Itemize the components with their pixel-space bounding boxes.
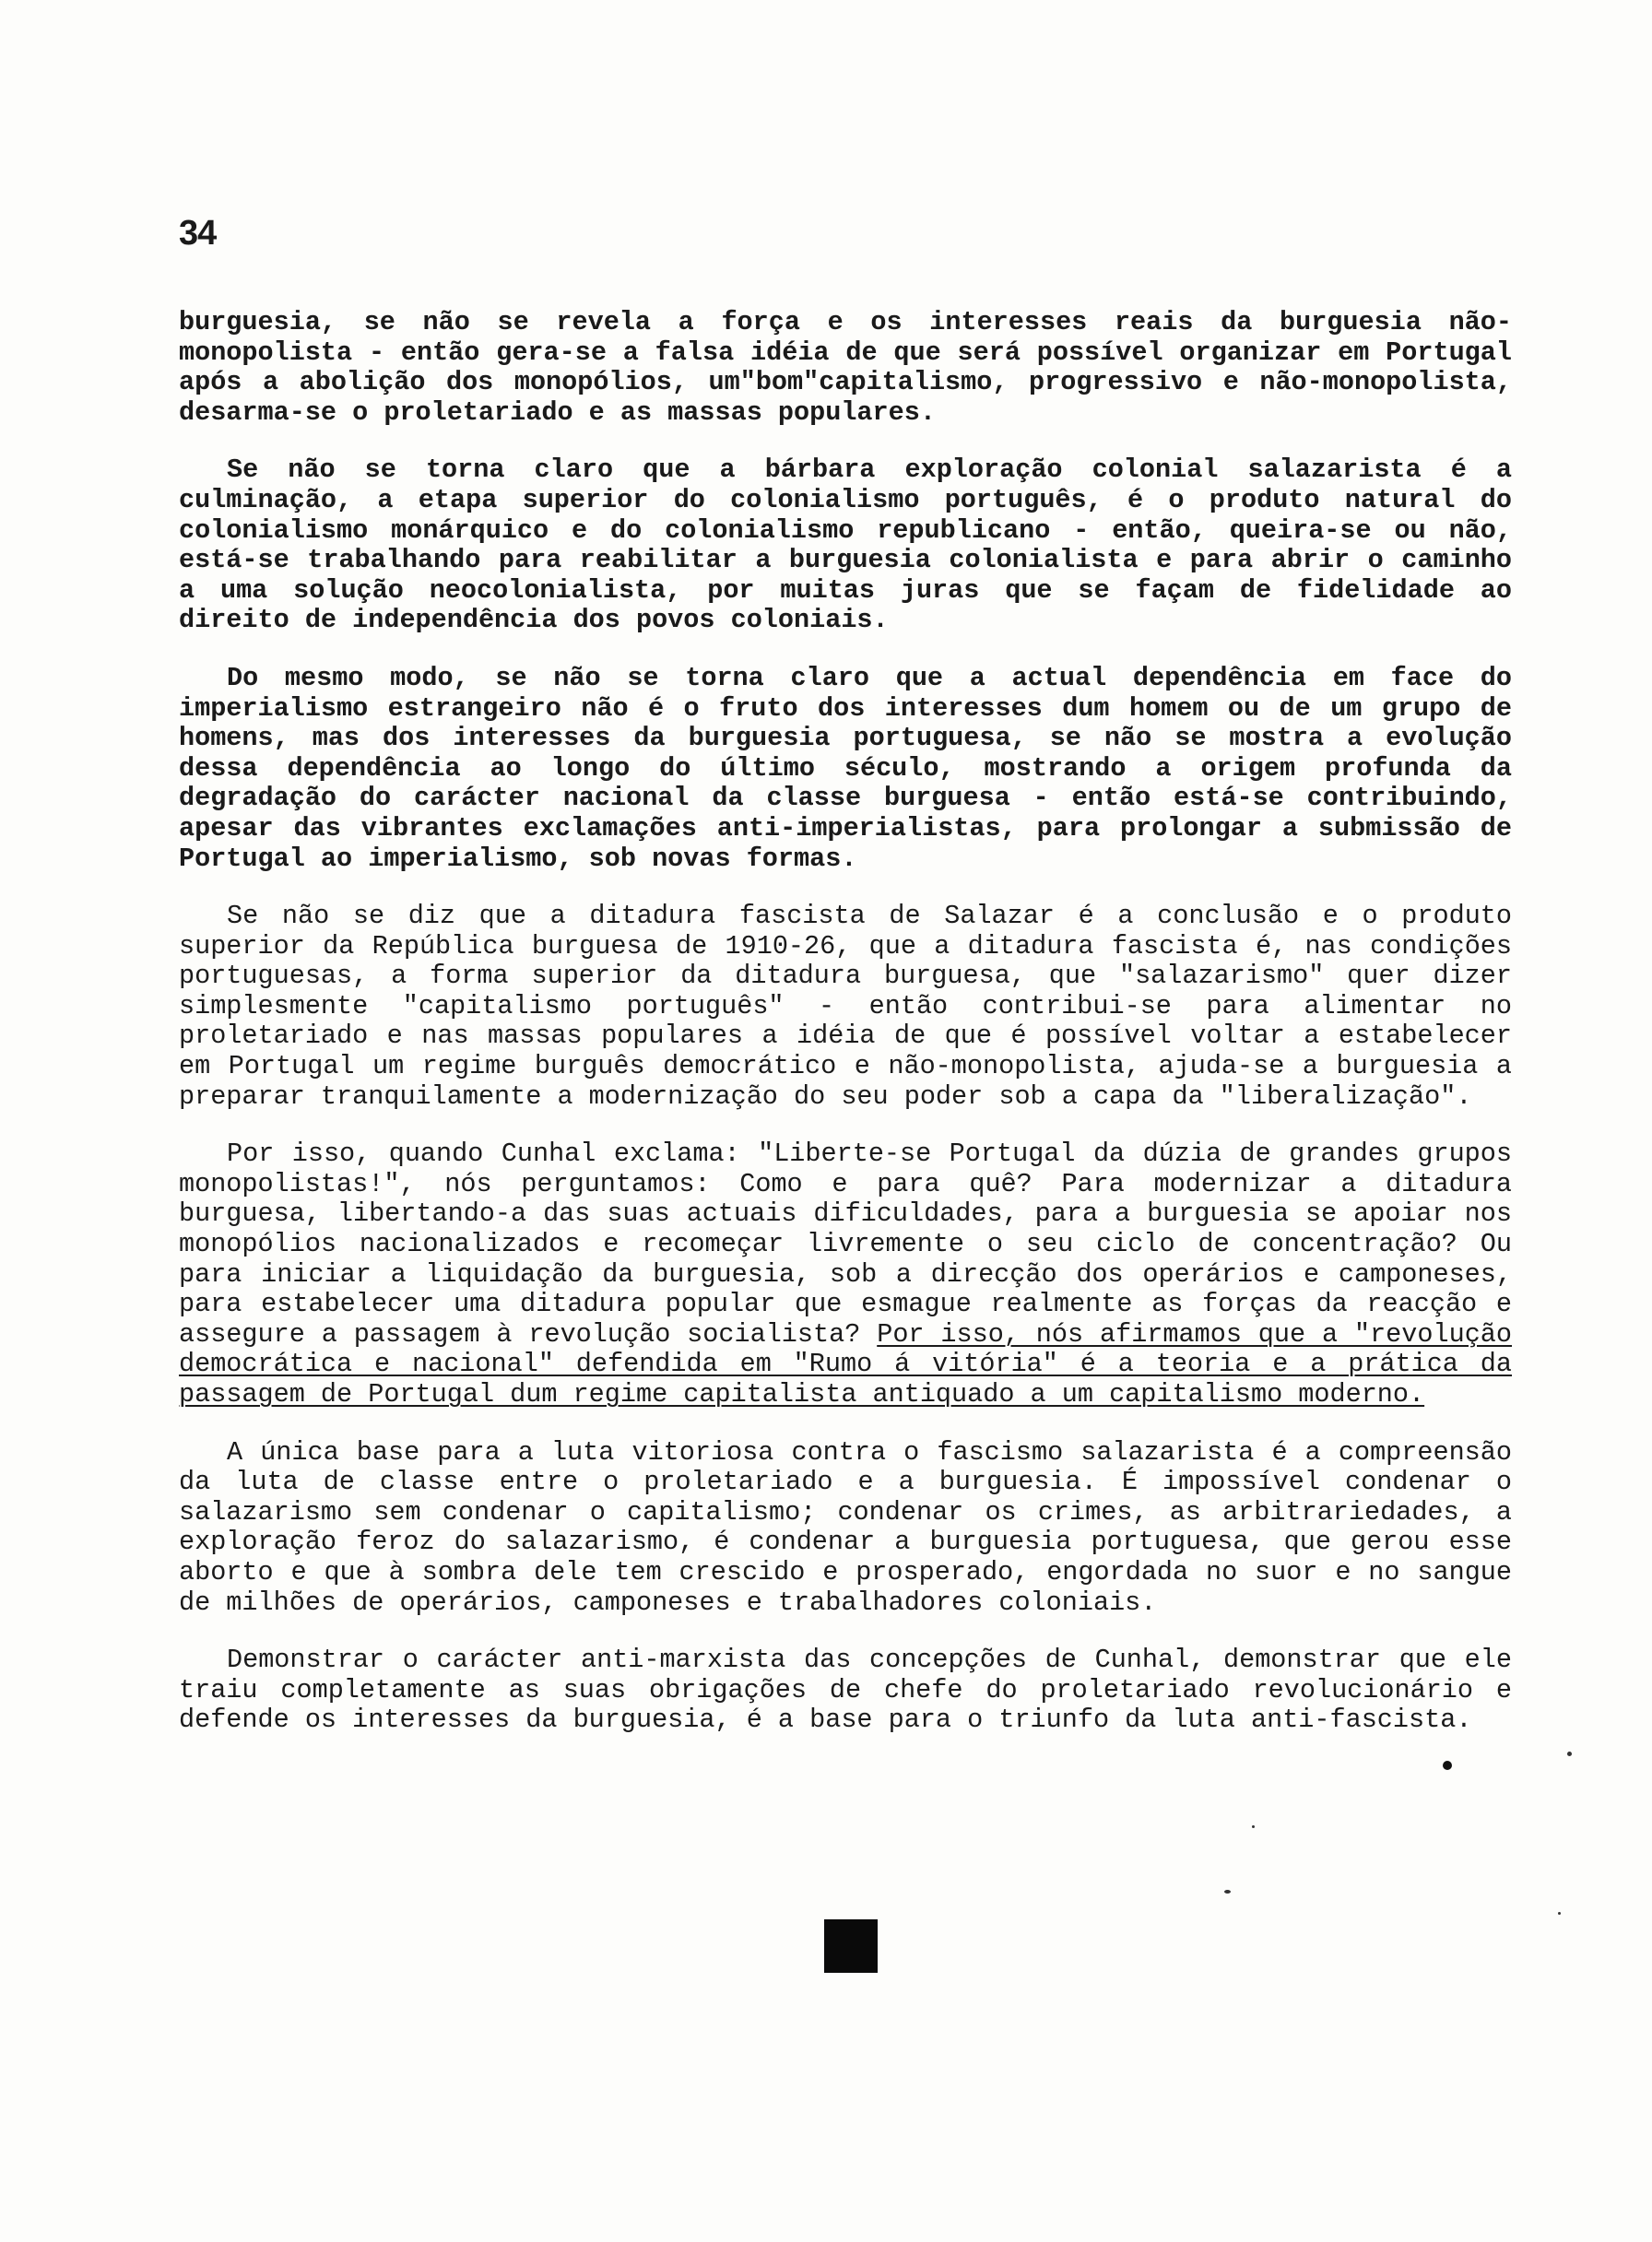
page-number: 34 — [179, 214, 217, 253]
scan-speck — [1224, 1890, 1231, 1894]
scan-speck — [1252, 1825, 1255, 1828]
black-square-mark — [824, 1919, 878, 1973]
paragraph-2: Se não se torna claro que a bárbara exploração colonial salazarista é a culminação, a etapa superior do colonialismo português, é o produto natural do colonialismo monárquico e do colonialismo republicano - então, queira-se ou não, está-se trabalhando para reabilitar a burguesia colonialista e para abrir o caminho a uma solução neocolonialista, por muitas juras que se façam de fidelidade ao direito de independência dos povos coloniais. — [179, 454, 1512, 636]
paragraph-5 — [179, 1139, 1512, 1410]
paragraph-1: burguesia, se não se revela a força e os interesses reais da burguesia não-monopolista - então gera-se a falsa idéia de que será possível organizar em Portugal após a abolição dos monopólios, um"bom"capitalismo, progressivo e não-monopolista, desarma-se o proletariado e as massas populares. — [179, 307, 1512, 428]
paragraph-7: Demonstrar o carácter anti-marxista das concepções de Cunhal, demonstrar que ele traiu completamente as suas obrigações de chefe do proletariado revolucionário e defende os interesses da burguesia, é a base para o triunfo da luta anti-fascista. — [179, 1645, 1512, 1736]
paragraph-5-underlined-conclusion: Por isso, nós afirmamos que a "revolução democrática e nacional" defendida em "Rumo á vitória" é a teoria e a prática da passagem de Portugal dum regime capitalista antiquado a um capitalismo moderno. — [179, 1318, 1513, 1410]
scan-speck — [1558, 1912, 1561, 1915]
body-text — [179, 308, 1512, 1764]
scan-speck — [1567, 1752, 1572, 1756]
paragraph-4: Se não se diz que a ditadura fascista de Salazar é a conclusão e o produto superior da República burguesa de 1910-26, que a ditadura fascista é, nas condições portuguesas, a forma superior da ditadura burguesa, que "salazarismo" quer dizer simplesmente "capitalismo português" - então contribui-se para alimentar no proletariado e nas massas populares a idéia de que é possível voltar a estabelecer em Portugal um regime burguês democrático e não-monopolista, ajuda-se a burguesia a preparar tranquilamente a modernização do seu poder sob a capa da "liberalização". — [179, 901, 1512, 1112]
end-dot-mark — [1443, 1761, 1452, 1770]
paragraph-5-text: Por isso, quando Cunhal exclama: "Liberte-se Portugal da dúzia de grandes grupos monopolistas!", nós perguntamos: Como e para quê? Para modernizar a ditadura burguesa, libertando-a das suas actuais dificuldades, para a burguesia se apoiar nos monopólios nacionalizados e recomeçar livremente o seu ciclo de concentração? Ou para iniciar a liquidação da burguesia, sob a direcção dos operários e camponeses, para estabelecer uma ditadura popular que esmague realmente as forças da reacção e assegure a passagem à revolução socialista? — [179, 1139, 1512, 1350]
paragraph-3: Do mesmo modo, se não se torna claro que a actual dependência em face do imperialismo estrangeiro não é o fruto dos interesses dum homem ou de um grupo de homens, mas dos interesses da burguesia portuguesa, se não se mostra a evolução dessa dependência ao longo do último século, mostrando a origem profunda da degradação do carácter nacional da classe burguesa - então está-se contribuindo, apesar das vibrantes exclamações anti-imperialistas, para prolongar a submissão de Portugal ao imperialismo, sob novas formas. — [179, 662, 1512, 874]
paragraph-6: A única base para a luta vitoriosa contra o fascismo salazarista é a compreensão da luta de classe entre o proletariado e a burguesia. É impossível condenar o salazarismo sem condenar o capitalismo; condenar os crimes, as arbitrariedades, a exploração feroz do salazarismo, é condenar a burguesia portuguesa, que gerou esse aborto e que à sombra dele tem crescido e prosperado, engordada no suor e no sangue de milhões de operários, camponeses e trabalhadores coloniais. — [179, 1436, 1512, 1618]
